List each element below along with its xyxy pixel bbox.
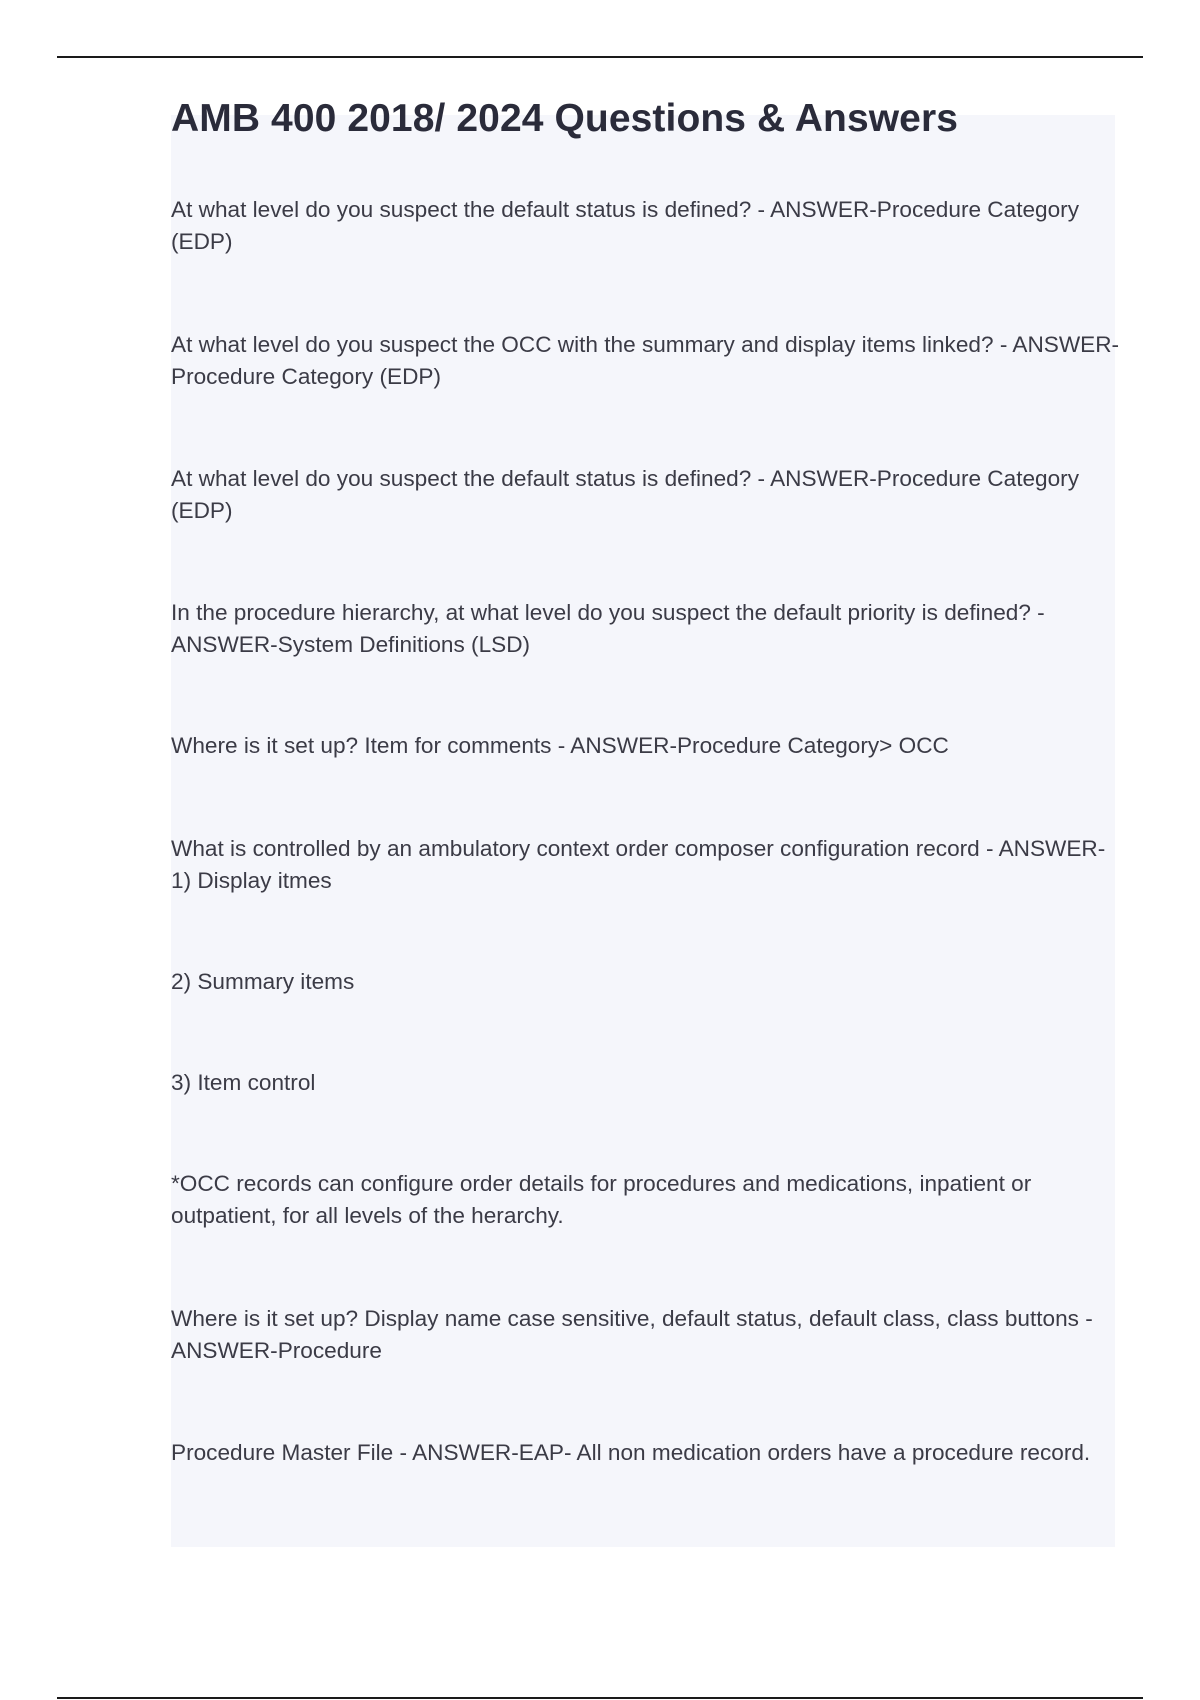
header-rule: [57, 56, 1143, 58]
qa-entry-8: 3) Item control: [171, 1070, 316, 1095]
qa-entry-5: Where is it set up? Item for comments - ANSWER-Procedure Category> OCC: [171, 733, 949, 758]
qa-entry-9: *OCC records can configure order details for procedures and medications, inpatient or outpatient, for all levels of the herarchy.: [171, 1171, 1032, 1228]
qa-entry-6: What is controlled by an ambulatory context order composer configuration record - ANSWER-1) Display itmes: [171, 836, 1106, 893]
qa-entry-7: 2) Summary items: [171, 969, 355, 994]
qa-entry-11: Procedure Master File - ANSWER-EAP- All non medication orders have a procedure record.: [171, 1440, 1091, 1465]
page-title: AMB 400 2018/ 2024 Questions & Answers: [171, 97, 959, 140]
footer-rule: [57, 1697, 1143, 1699]
qa-entry-1: At what level do you suspect the default status is defined? - ANSWER-Procedure Category (EDP): [171, 197, 1079, 254]
qa-entry-3: At what level do you suspect the default status is defined? - ANSWER-Procedure Category (EDP): [171, 466, 1079, 523]
qa-entry-4: In the procedure hierarchy, at what level do you suspect the default priority is defined? - ANSWER-System Definitions (LSD): [171, 600, 1045, 657]
qa-entry-2: At what level do you suspect the OCC with the summary and display items linked? - ANSWER-Procedure Category (EDP): [171, 332, 1120, 389]
qa-entry-10: Where is it set up? Display name case sensitive, default status, default class, class buttons - ANSWER-Procedure: [171, 1306, 1093, 1363]
